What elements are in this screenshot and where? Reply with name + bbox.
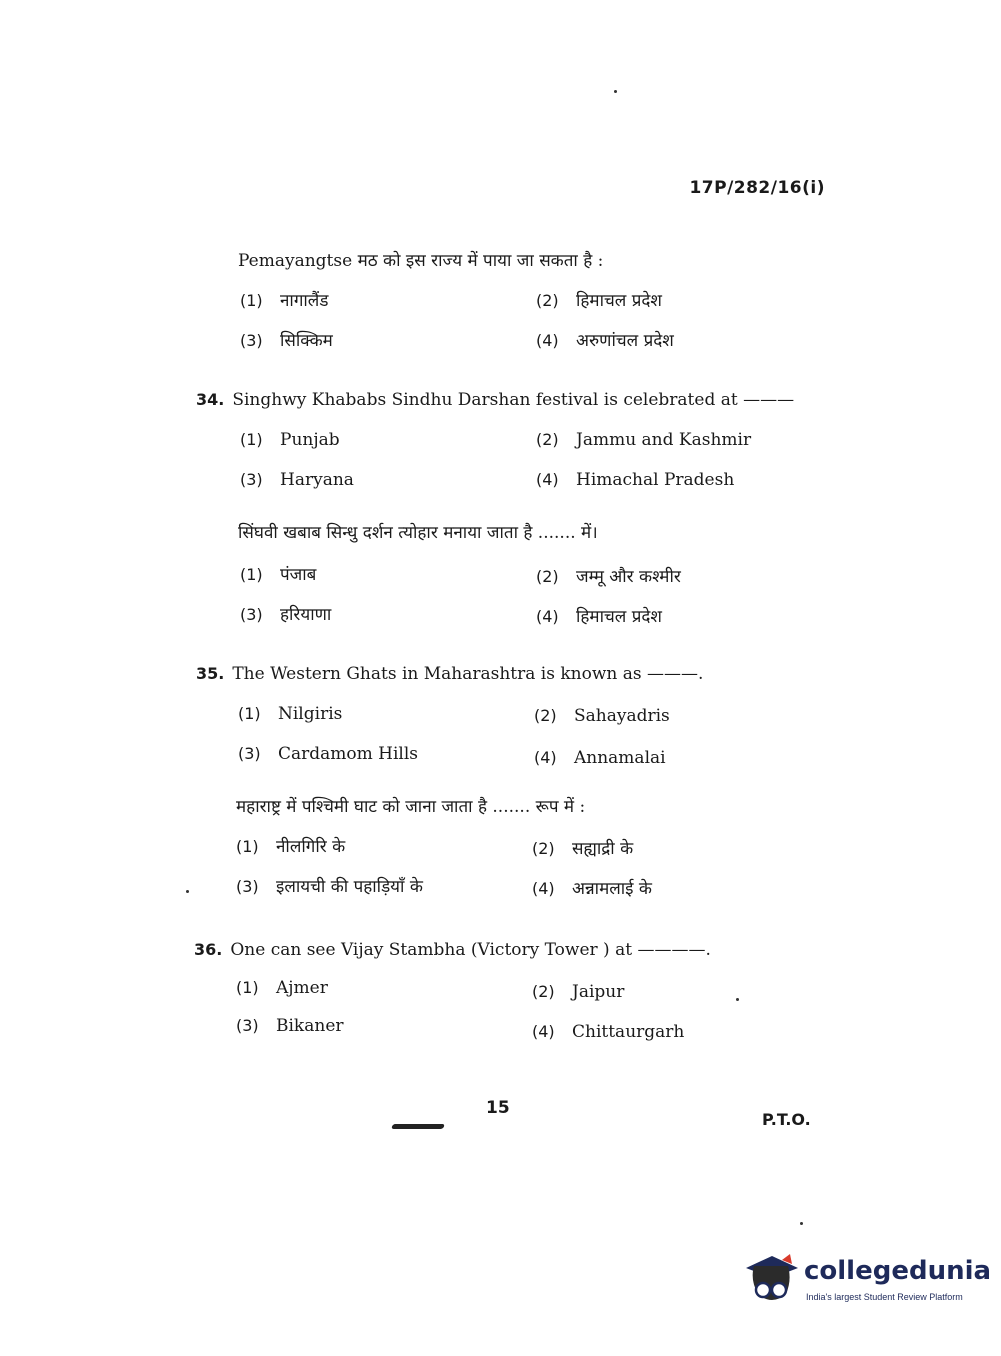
- q35-hindi-option-4: (4) अन्नामलाई के: [532, 879, 652, 899]
- q33-option-2: (2) हिमाचल प्रदेश: [536, 291, 662, 311]
- paper-code: 17P/282/16(i): [689, 178, 825, 198]
- scan-speck: [736, 998, 739, 1001]
- scan-speck: [614, 90, 617, 93]
- q36-option-3: (3) Bikaner: [236, 1016, 344, 1036]
- q34-hindi-option-3: (3) हरियाणा: [240, 605, 332, 625]
- q34-option-3: (3) Haryana: [240, 470, 354, 490]
- q34-option-2: (2) Jammu and Kashmir: [536, 430, 752, 450]
- q34-hindi-option-1: (1) पंजाब: [240, 565, 317, 585]
- q34-option-4: (4) Himachal Pradesh: [536, 470, 735, 490]
- student-mascot-icon: [742, 1250, 800, 1310]
- q35-option-4: (4) Annamalai: [534, 748, 666, 768]
- q35-stem-english: 35. The Western Ghats in Maharashtra is known as ———.: [196, 664, 704, 684]
- q33-option-3: (3) सिक्किम: [240, 331, 333, 351]
- q36-option-2: (2) Jaipur: [532, 982, 625, 1002]
- scan-speck: [800, 1222, 803, 1225]
- q35-hindi-option-2: (2) सह्याद्री के: [532, 839, 634, 859]
- logo-name: collegedunia: [804, 1256, 992, 1286]
- q33-stem-hindi: Pemayangtse मठ को इस राज्य में पाया जा सकता है :: [238, 251, 604, 271]
- q35-option-1: (1) Nilgiris: [238, 704, 343, 724]
- collegedunia-logo: [742, 1250, 992, 1312]
- pto-label: P.T.O.: [762, 1110, 811, 1129]
- q34-stem-hindi: सिंघवी खबाब सिन्धु दर्शन त्योहार मनाया जाता है ....... में।: [238, 523, 598, 543]
- q36-option-4: (4) Chittaurgarh: [532, 1022, 685, 1042]
- q35-option-3: (3) Cardamom Hills: [238, 744, 419, 764]
- q36-option-1: (1) Ajmer: [236, 978, 328, 998]
- q35-hindi-option-1: (1) नीलगिरि के: [236, 837, 346, 857]
- q34-hindi-option-4: (4) हिमाचल प्रदेश: [536, 607, 662, 627]
- q35-option-2: (2) Sahayadris: [534, 706, 670, 726]
- scribble-mark: [391, 1124, 445, 1129]
- q34-stem-english: 34. Singhwy Khababs Sindhu Darshan festival is celebrated at ———: [196, 390, 795, 410]
- q34-option-1: (1) Punjab: [240, 430, 340, 450]
- q34-hindi-option-2: (2) जम्मू और कश्मीर: [536, 567, 681, 587]
- q36-stem-english: 36. One can see Vijay Stambha (Victory Tower ) at ————.: [194, 940, 711, 960]
- page-number: 15: [486, 1098, 510, 1118]
- q35-stem-hindi: महाराष्ट्र में पश्चिमी घाट को जाना जाता है ....... रूप में :: [236, 797, 586, 817]
- q33-option-4: (4) अरुणांचल प्रदेश: [536, 331, 674, 351]
- logo-tagline: India's largest Student Review Platform: [806, 1292, 963, 1302]
- q35-hindi-option-3: (3) इलायची की पहाड़ियाँ के: [236, 877, 423, 897]
- q33-option-1: (1) नागालैंड: [240, 291, 329, 311]
- scan-speck: [186, 890, 189, 893]
